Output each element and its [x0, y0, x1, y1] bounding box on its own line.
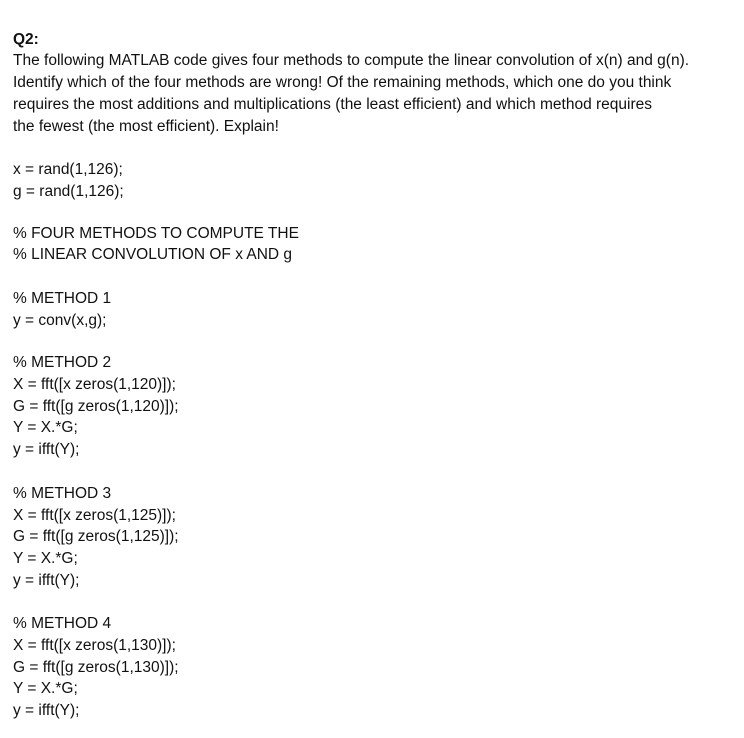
method-3-code-line: G = fft([g zeros(1,125)]);	[13, 528, 179, 545]
method-4-code-line: y = ifft(Y);	[13, 702, 80, 719]
method-3-code-line: X = fft([x zeros(1,125)]);	[13, 507, 176, 524]
method-4-code-line: Y = X.*G;	[13, 680, 78, 697]
comment-line-2: % LINEAR CONVOLUTION OF x AND g	[13, 246, 293, 263]
method-2-code-line: Y = X.*G;	[13, 419, 78, 436]
question-label: Q2:	[13, 31, 39, 48]
prompt-line-4: the fewest (the most efficient). Explain!	[13, 118, 279, 135]
method-3-code-line: Y = X.*G;	[13, 550, 78, 567]
comment-line-1: % FOUR METHODS TO COMPUTE THE	[13, 225, 299, 242]
method-3-label: % METHOD 3	[13, 485, 112, 502]
prompt-line-1: The following MATLAB code gives four methods to compute the linear convolution of x(n) and g(n).	[13, 52, 690, 69]
method-2-code-line: y = ifft(Y);	[13, 441, 80, 458]
setup-line-x: x = rand(1,126);	[13, 161, 123, 178]
method-2-code-line: G = fft([g zeros(1,120)]);	[13, 398, 179, 415]
method-1-code-line: y = conv(x,g);	[13, 312, 107, 329]
method-4-label: % METHOD 4	[13, 615, 112, 632]
method-4-code-line: G = fft([g zeros(1,130)]);	[13, 659, 179, 676]
method-4-code-line: X = fft([x zeros(1,130)]);	[13, 637, 176, 654]
setup-line-g: g = rand(1,126);	[13, 183, 124, 200]
method-1-label: % METHOD 1	[13, 290, 112, 307]
prompt-line-2: Identify which of the four methods are wrong! Of the remaining methods, which one do you think	[13, 74, 672, 91]
method-3-code-line: y = ifft(Y);	[13, 572, 80, 589]
prompt-line-3: requires the most additions and multiplications (the least efficient) and which method requires	[13, 96, 652, 113]
method-2-label: % METHOD 2	[13, 354, 112, 371]
method-2-code-line: X = fft([x zeros(1,120)]);	[13, 376, 176, 393]
